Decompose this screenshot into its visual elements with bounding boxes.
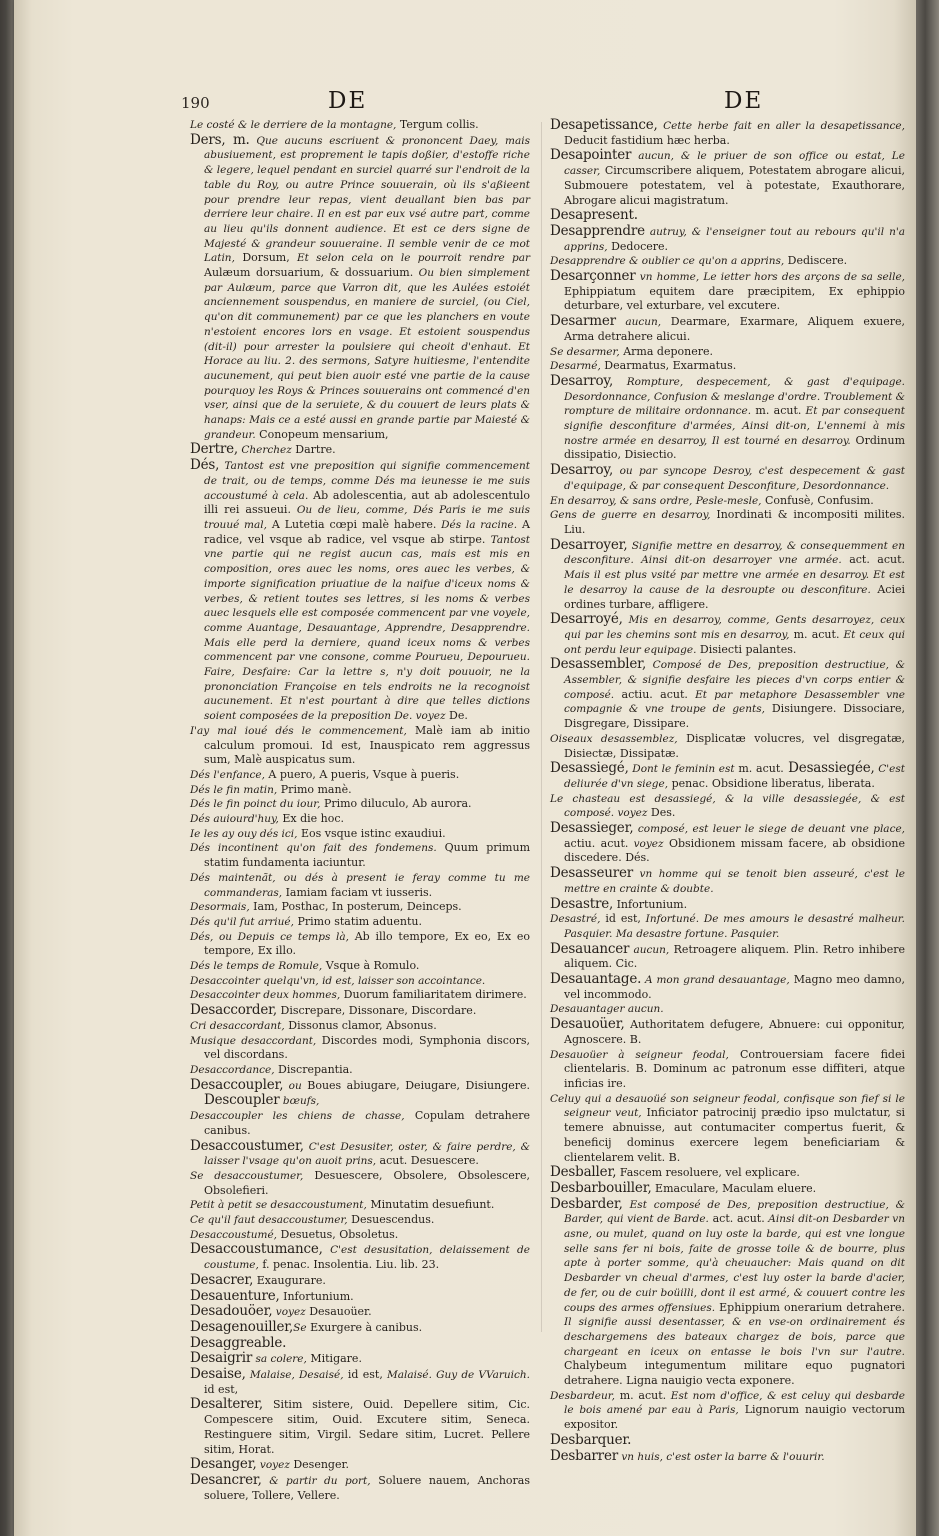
entry-french-text: Dés le fin poinct du iour,	[190, 798, 321, 811]
dictionary-entry	[550, 508, 905, 537]
entry-headword: Desaigrir	[190, 1350, 253, 1367]
entry-french-text: Malaisé. Guy de VVaruich.	[382, 1369, 530, 1382]
dictionary-entry	[190, 974, 530, 989]
entry-latin-text: Dearmatus, Exarmatus.	[600, 359, 737, 373]
entry-latin-text: Authoritatem defugere, Abnuere: cui opponitur, Agnoscere. B.	[564, 1018, 905, 1046]
entry-french-text: Desapprendre & oublier ce qu'on a apprins,	[550, 255, 785, 268]
entry-latin-text: Ephippium onerarium detrahere.	[715, 1300, 905, 1314]
entry-french-text: composé, est leuer le siege de deuant vne place,	[633, 823, 905, 836]
entry-latin-text: Inficiator patrocinij prædio ipso mulctatur, si temere abnuisse, aut contumaciter compertus fuerit, & beneficij dominus exercere legem beneficiariam & clientelarem velit. B.	[564, 1106, 905, 1164]
entry-latin-text: Conopeum mensarium,	[255, 427, 389, 441]
entry-headword: Desasseurer	[550, 865, 634, 882]
entry-french-text: I'ay mal ioué dés le commencement,	[190, 724, 407, 737]
entry-headword: Desbarrer	[550, 1447, 618, 1464]
dictionary-entry	[550, 792, 905, 821]
entry-latin-text: Dés.	[621, 851, 650, 865]
entry-french-text: Desastré,	[550, 913, 601, 926]
dictionary-entry	[190, 1336, 530, 1352]
entry-headword: Desbarder,	[550, 1195, 623, 1212]
dictionary-entry	[550, 345, 905, 360]
dictionary-entry	[190, 812, 530, 827]
entry-latin-text: Discrepantia.	[274, 1063, 353, 1076]
entry-french-text: Dés le fin matin,	[190, 783, 278, 796]
entry-headword: Desassiegée,	[783, 760, 875, 777]
entry-latin-text: Desenger.	[289, 1458, 350, 1472]
entry-french-text: Se desaccoustumer,	[190, 1169, 304, 1182]
dictionary-entry	[550, 538, 905, 613]
dictionary-entry	[190, 783, 530, 798]
entry-french-text: bœufs,	[279, 1095, 320, 1108]
entry-french-text: Signifie mettre en desarroy, & consequemment en desconfiture. Ainsi dit-on desarroyer vne armée.	[564, 539, 905, 567]
entry-french-text: Que aucuns escriuent & prononcent Daey, mais abusiuement, est proprement le tapis doßier, d'estoffe riche & legere, lequel pendant en surciel quarré sur l'endroit de la table du Roy, ou autre Prince souuerain, où ils s'aßieent pour prendre leur repas, vient deuallant bien bas par derriere leur chaire. Il en est par eux vsé autre part, comme au lieu qu'ils donnent audience. Et est ce ders signe de Majesté & grandeur souueraine. Il semble venir de ce mot Latin,	[204, 134, 530, 265]
entry-headword: Descoupler	[204, 1092, 280, 1109]
entry-latin-text: Malè iam ab initio calculum promoui. Id est, Inauspicato rem aggressus sum, Malè auspicatus sum.	[204, 723, 530, 767]
entry-headword: Desaise,	[190, 1366, 246, 1383]
entry-latin-text: Sitim sistere, Ouid. Depellere sitim, Cic. Compescere sitim, Ouid. Excutere sitim, Seneca. Restinguere sitim, Virgil. Sedare sitim, Lucret. Pellere sitim, Horat.	[204, 1398, 530, 1456]
entry-headword: Desaccoustumance,	[190, 1241, 323, 1258]
entry-headword: Desagenouiller,	[190, 1318, 294, 1335]
dictionary-entry	[190, 1019, 530, 1034]
dictionary-entry	[550, 254, 905, 269]
entry-latin-text: Disiecti palantes.	[696, 642, 797, 656]
entry-headword: Desapetissance,	[550, 117, 658, 133]
entry-latin-text: A Lutetia cœpi malè habere.	[266, 517, 437, 531]
dictionary-entry	[550, 1002, 905, 1017]
entry-french-text: Est nom d'office, & est celuy qui desbarde le bois amené par eau à Paris,	[564, 1389, 906, 1417]
entry-french-text: Ou bien simplement par Aulæum, parce que Varron dit, que les Aulées estoiét anciennement souspendus, en maniere de surciel, (ou Ciel, qu'on dit communement) par ce que les planchers en voute n'estoient encores lors en vsage. Et estoient souspendus (dit-il) pour arrester la poulsiere qui cheoit d'enhaut. Et Horace au liu. 2. des sermons, Satyre huitiesme, l'entendite aucunement, qui peut bien auoir esté vne partie de la cause pourquoy les Roys & Princes souuerains ont commencé d'en vser, ainsi que de la seruiete, & du couuert de leurs plats & hanaps: Mais ce a esté aussi en grande partie par Maiesté & grandeur.	[204, 267, 530, 441]
entry-french-text: Desarmé,	[550, 360, 601, 373]
entry-french-text: Le chasteau est desassiegé, & la ville desassiegée, & est composé. voyez	[550, 792, 905, 820]
entry-latin-text: Ordinum dissipatio, Disiectio.	[564, 433, 905, 462]
entry-french-text: Desaccoustumé,	[190, 1228, 278, 1241]
entry-latin-text: Copulam detrahere canibus.	[204, 1109, 530, 1137]
dictionary-entry	[190, 1063, 530, 1078]
left-column	[190, 118, 530, 1503]
entry-latin-text: m. acut.	[614, 1388, 667, 1402]
entry-headword: Desanger,	[190, 1456, 257, 1473]
dictionary-entry	[550, 1433, 905, 1449]
entry-latin-text: Circumscribere aliquem, Potestatem abrogare alicui, Submouere potestatem, vel à potestate, Exauthorare, Abrogare alicui magistratum.	[564, 164, 905, 207]
dictionary-entry	[550, 732, 905, 761]
entry-latin-text: Disiungere.	[764, 702, 837, 716]
entry-latin-text: id est,	[600, 912, 641, 926]
dictionary-entry	[190, 1304, 530, 1320]
entry-latin-text: A puero, A pueris, Vsque à pueris.	[264, 767, 460, 781]
dictionary-entry	[550, 118, 905, 148]
entry-headword: Desaccorder,	[190, 1002, 277, 1019]
entry-french-text: voyez	[272, 1306, 306, 1319]
entry-latin-text: act. acut.	[841, 553, 905, 567]
entry-french-text: Desauantager aucun.	[550, 1003, 664, 1016]
entry-french-text: Est composé de Des, preposition destructiue, & Barder, qui vient de Barde.	[564, 1198, 905, 1226]
entry-latin-text: Primo diluculo, Ab aurora.	[320, 797, 472, 811]
dictionary-entry	[190, 1242, 530, 1272]
entry-headword: Desacrer,	[190, 1271, 254, 1288]
entry-latin-text: Dissociare, Disgregare, Dissipare.	[564, 702, 906, 731]
entry-french-text: Dont le feminin est	[628, 763, 735, 776]
dictionary-entry	[190, 915, 530, 930]
entry-french-text: Dés incontinent qu'on fait des fondemens.	[190, 842, 437, 855]
dictionary-entry	[550, 1197, 905, 1389]
dictionary-entry	[550, 1048, 905, 1092]
entry-french-text: Dés maintenãt, ou dés à present ie feray comme tu me commanderas,	[190, 871, 530, 899]
entry-latin-text: m. acut.	[751, 404, 802, 418]
entry-headword: Desballer,	[550, 1164, 617, 1181]
dictionary-entry	[550, 1449, 905, 1465]
dictionary-entry	[550, 612, 905, 657]
entry-latin-text: Ab adolescentia, aut ab adolescentulo illi rei assueui.	[204, 488, 530, 517]
entry-french-text: Se	[293, 1321, 307, 1334]
entry-headword: Desalterer,	[190, 1396, 264, 1413]
entry-latin-text: Infortunium.	[613, 897, 688, 911]
entry-french-text: Desaccordance,	[190, 1064, 275, 1076]
entry-latin-text: Ephippiatum equitem dare præcipitem, Ex ephippio deturbare, vel exturbare, vel excutere.	[564, 284, 905, 313]
dictionary-entry	[190, 1457, 530, 1473]
entry-french-text: Ce qu'il faut desaccoustumer,	[190, 1214, 348, 1227]
entry-french-text: ou par syncope Desroy, c'est despecement & gast d'equipage, & par consequent Desconfiture, Desordonnance.	[564, 465, 905, 492]
entry-latin-text: Discordes modi, Symphonia discors, vel discordans.	[204, 1033, 530, 1062]
dictionary-entry	[190, 458, 530, 724]
entry-latin-text: Chalybeum integumentum militare equo pugnatori detrahere.	[564, 1359, 905, 1388]
entry-latin-text: A radice, vel vsque ab radice, vel vsque ab stirpe.	[204, 517, 530, 546]
entry-french-text: vn huis, c'est oster la barre & l'ouurir.	[617, 1450, 825, 1463]
entry-french-text: aucun,	[615, 316, 662, 329]
dictionary-entry	[190, 1034, 530, 1063]
entry-latin-text: Iamiam faciam vt iusseris.	[282, 885, 433, 899]
entry-latin-text: m. acut.	[734, 762, 784, 776]
entry-latin-text: Displicatæ volucres, vel disgregatæ, Disiectæ, Dissipatæ.	[564, 731, 905, 760]
entry-latin-text: Lignorum nauigio vectorum expositor.	[564, 1403, 906, 1432]
dictionary-entry	[190, 1273, 530, 1289]
entry-latin-text: Soluere nauem, Anchoras soluere, Tollere, Vellere.	[204, 1473, 530, 1502]
dictionary-entry	[190, 1198, 530, 1213]
dictionary-entry	[550, 1092, 905, 1166]
entry-latin-text: Desauoüer.	[305, 1305, 372, 1319]
entry-latin-text: Retroagere aliquem. Plin. Retro inhibere aliquem. Cic.	[564, 942, 906, 971]
dictionary-entry	[190, 1078, 530, 1109]
dictionary-entry	[190, 1367, 530, 1397]
dictionary-entry	[550, 1017, 905, 1047]
entry-latin-text: f. penac.	[258, 1258, 310, 1272]
page-header	[14, 88, 916, 118]
entry-latin-text: Aciei ordines turbare, affligere.	[564, 582, 905, 611]
entry-latin-text: Dissonus clamor, Absonus.	[284, 1018, 437, 1032]
entry-latin-text: Dartre.	[291, 443, 336, 457]
entry-french-text: Celuy qui a desauoüé son seigneur feodal, confisque son fief si le seigneur veut,	[550, 1092, 905, 1120]
entry-french-text: sa colere,	[252, 1353, 307, 1366]
entry-french-text: Ie les ay ouy dés ici,	[190, 827, 298, 840]
dictionary-entry	[550, 314, 905, 344]
entry-latin-text: Emaculare, Maculam eluere.	[651, 1181, 817, 1195]
dictionary-entry	[190, 1109, 530, 1138]
dictionary-entry	[190, 797, 530, 812]
running-head-left: DE	[328, 88, 368, 114]
entry-french-text: Tantost vne partie qui ne regist aucun cas, mais est mis en composition, ores auec les noms, ores auec les verbes, & importe signification priuatiue de la naifue d'iceux noms & verbes, & retient toutes ses lettres, si les noms & verbes auec lesquels elle est composée commencent par vne voyele, comme Auantage, Desauantage, Apprendre, Desapprendre. Mais elle perd la derniere, quand iceux noms & verbes commencent par vne consone, comme Pourueu, Depourueu. Faire, Desfaire: Car la lettre s, n'y doit pouuoir, ne la prononciation Françoise en tels endroits ne la recognoist aucunement. Et n'est pourtant à dire que telles dictions soient composées de la preposition De. voyez	[204, 533, 531, 723]
entry-french-text: Le costé & le derriere de la montagne,	[190, 119, 397, 131]
entry-latin-text: Desuetus, Obsoletus.	[277, 1227, 399, 1241]
entry-latin-text: id est,	[343, 1368, 383, 1382]
entry-latin-text: Vsque à Romulo.	[322, 959, 420, 973]
dictionary-entry	[550, 208, 905, 224]
entry-french-text: Dés le temps de Romule,	[190, 960, 323, 973]
entry-french-text: & partir du port,	[261, 1474, 371, 1487]
entry-latin-text: Obsidionem missam facere, ab obsidione discedere.	[564, 836, 905, 865]
entry-french-text: Musique desaccordant,	[190, 1034, 317, 1047]
entry-french-text: Mais il est plus vsité par mettre vne armée en desarroy. Et est le desarroy la cause de la desroupte ou desconfiture.	[564, 569, 905, 596]
entry-french-text: vn homme, Le ietter hors des arçons de sa selle,	[635, 271, 905, 284]
entry-headword: Desancrer,	[190, 1471, 262, 1488]
dictionary-entry	[190, 768, 530, 783]
entry-latin-text: Eos vsque istinc exaudiui.	[297, 826, 446, 840]
entry-latin-text: Duorum familiaritatem dirimere.	[340, 988, 527, 1002]
entry-latin-text: Discrepare, Dissonare, Discordare.	[277, 1004, 477, 1018]
entry-latin-text: Quum primum statim fundamenta iaciuntur.	[204, 841, 530, 870]
entry-french-text: C'est desusitation, delaissement de coustume,	[204, 1244, 530, 1272]
dictionary-entry	[550, 821, 905, 866]
entry-french-text: Petit à petit se desaccoustument,	[190, 1199, 367, 1212]
entry-french-text: Il signifie aussi desentasser, & en vse-on ordinairement és deschargemens des bateaux chargez de bois, parce que chargeant en iceux on entasse le bois l'vn sur l'autre.	[564, 1316, 905, 1358]
entry-headword: Desassembler,	[550, 656, 647, 673]
entry-headword: Desarmer	[550, 313, 616, 330]
entry-latin-text: Aulæum dorsuarium, & dossuarium.	[204, 266, 414, 280]
dictionary-entry	[190, 1003, 530, 1019]
entry-french-text: ou	[283, 1079, 302, 1092]
entry-latin-text: Desuescere, Obsolere, Obsolescere, Obsolefieri.	[204, 1168, 530, 1197]
dictionary-entry	[550, 657, 905, 732]
entry-headword: Desaccoustumer,	[190, 1137, 304, 1154]
entry-latin-text: Arma deponere.	[619, 344, 713, 358]
entry-french-text: Gens de guerre en desarroy,	[550, 509, 711, 522]
dictionary-entry	[190, 133, 530, 443]
dictionary-entry	[550, 972, 905, 1002]
right-column	[550, 118, 905, 1464]
entry-latin-text: actiu. acut.	[564, 836, 629, 850]
entry-latin-text: Confusè, Confusim.	[761, 493, 874, 507]
entry-french-text: vn homme qui se tenoit bien asseuré, c'est le mettre en crainte & doubte.	[564, 868, 905, 895]
dictionary-entry	[190, 988, 530, 1003]
entry-french-text: A mon grand desauantage,	[641, 974, 790, 987]
entry-latin-text: Exurgere à canibus.	[306, 1320, 423, 1334]
dictionary-entry	[190, 1169, 530, 1198]
entry-latin-text: Infortunium.	[279, 1289, 354, 1303]
entry-french-text: Dés la racine.	[436, 518, 518, 531]
entry-headword: Desapprendre	[550, 222, 645, 239]
page-number: 190	[181, 94, 210, 112]
dictionary-entry	[550, 1389, 905, 1433]
entry-headword: Desassieger,	[550, 820, 634, 837]
entry-french-text: Desbardeur,	[550, 1389, 615, 1402]
entry-french-text: Desaccointer quelqu'vn, id est, laisser son accointance.	[190, 974, 486, 987]
entry-french-text: En desarroy, & sans ordre, Pesle-mesle,	[550, 494, 762, 507]
entry-french-text: voyez	[628, 837, 664, 850]
entry-latin-text: Insolentia. Liu. lib. 23.	[309, 1258, 440, 1272]
dictionary-entry	[550, 359, 905, 374]
entry-headword: Desauenture,	[190, 1287, 280, 1304]
entry-french-text: Et ceux qui ont perdu leur equipage.	[564, 628, 905, 656]
entry-latin-text: m. acut.	[789, 627, 840, 641]
entry-french-text: voyez	[256, 1459, 290, 1472]
entry-french-text: Cri desaccordant,	[190, 1019, 285, 1032]
entry-latin-text: Ligna nauigio vecta exponere.	[622, 1374, 795, 1388]
entry-headword: Desassiegé,	[550, 760, 629, 777]
dictionary-entry	[190, 930, 530, 959]
entry-french-text: Dés auiourd'huy,	[190, 813, 279, 826]
dictionary-entry	[550, 1181, 905, 1197]
dictionary-entry	[550, 463, 905, 493]
dictionary-entry	[190, 1289, 530, 1305]
entry-french-text: Desauoüer à seigneur feodal,	[550, 1048, 729, 1061]
dictionary-entry	[190, 724, 530, 768]
dictionary-entry	[190, 871, 530, 900]
entry-headword: Desbarbouiller,	[550, 1179, 652, 1196]
entry-latin-text: Magno meo damno, vel incommodo.	[564, 973, 905, 1001]
entry-french-text: Et par metaphore Desassembler vne compagnie & vne troupe de gents,	[564, 688, 905, 716]
entry-french-text: Ou de lieu, comme, Dés Paris ie me suis trouué mal,	[204, 504, 530, 531]
entry-french-text: C'est Desusiter, oster, & faire perdre, & laisser l'vsage qu'on auoit prins,	[204, 1140, 530, 1168]
entry-latin-text: Primo manè.	[277, 782, 352, 796]
entry-headword: Desastre,	[550, 895, 614, 912]
entry-latin-text: Desuescendus.	[347, 1213, 435, 1227]
running-head-right: DE	[724, 88, 764, 114]
dictionary-entry	[550, 494, 905, 509]
entry-french-text: Ainsi dit-on Desbarder vn asne, ou mulet, quand on luy oste la barde, qui est vne longue selle sans fer ni bois, faite de grosse toile & de bourre, plus apte à porter somme, qu'à cheuaucher: Mais quand on dit Desbarder vn cheual d'armes, c'est luy oster la barde d'acier, de fer, ou de cuir boüilli, dont il est armé, & couuert contre les coups des armes offensiues.	[564, 1213, 905, 1314]
book-edge	[916, 0, 939, 1536]
entry-latin-text: Exaugurare.	[253, 1273, 326, 1287]
entry-headword: Desarroy,	[550, 372, 614, 389]
dictionary-entry	[190, 1320, 530, 1336]
entry-french-text: Oiseaux desassemblez,	[550, 732, 678, 745]
entry-headword: Desauantage.	[550, 971, 642, 988]
entry-french-text: Dés, ou Depuis ce temps là,	[190, 930, 349, 943]
entry-latin-text: actiu. acut.	[614, 687, 688, 701]
dictionary-entry	[190, 841, 530, 870]
entry-headword: Desapointer	[550, 147, 632, 164]
dictionary-entry	[190, 959, 530, 974]
dictionary-entry	[190, 827, 530, 842]
dictionary-entry	[550, 269, 905, 314]
dictionary-entry	[550, 912, 905, 941]
dictionary-entry	[190, 118, 530, 133]
entry-latin-text: Ab illo tempore, Ex eo, Ex eo tempore, Ex illo.	[204, 929, 531, 958]
entry-latin-text: Dorsum,	[234, 251, 290, 265]
dictionary-entry	[190, 1351, 530, 1367]
entry-french-text: aucun,	[629, 943, 670, 956]
dictionary-entry	[190, 1139, 530, 1169]
entry-french-text: C'est deliurée d'vn siege,	[564, 763, 905, 790]
dictionary-entry	[550, 897, 905, 913]
column-gutter	[541, 122, 542, 1332]
entry-french-text: Cette herbe fait en aller la desapetissance,	[657, 120, 905, 132]
entry-latin-text: De.	[445, 709, 468, 723]
entry-french-text: Et selon cela on le pourroit rendre par	[289, 252, 530, 265]
entry-latin-text: Primo statim aduentu.	[293, 914, 422, 928]
entry-latin-text: Inordinati & incompositi milites. Liu.	[564, 508, 905, 536]
dictionary-entry	[190, 900, 530, 915]
entry-latin-text: Boues abiugare, Deiugare, Disiungere.	[301, 1078, 531, 1092]
entry-french-text: Dés qu'il fut arriué,	[190, 915, 294, 928]
entry-latin-text: penac.	[668, 776, 709, 790]
entry-french-text: Cherchez	[238, 444, 292, 457]
entry-french-text: Composé de Des, preposition destructiue, & Assembler, & signifie desfaire les pieces d'vn corps entier & composé.	[564, 659, 905, 701]
dictionary-entry	[550, 148, 905, 208]
dictionary-entry	[550, 866, 905, 896]
entry-latin-text: Deducit fastidium hæc herba.	[564, 133, 730, 147]
entry-french-text: Desormais,	[190, 901, 250, 914]
entry-french-text: aucun, & le priuer de son office ou estat, Le casser,	[564, 150, 905, 178]
entry-latin-text: Controuersiam facere fidei clientelaris. B. Dominum ac patronum esse diffiteri, atque inficias ire.	[564, 1047, 905, 1090]
entry-headword: Desarroyé,	[550, 611, 623, 628]
entry-french-text: Desaccoupler les chiens de chasse,	[190, 1110, 405, 1123]
entry-latin-text: Iam, Posthac, In posterum, Deinceps.	[249, 900, 462, 914]
entry-french-text: autruy, & l'enseigner tout au rebours qu'il n'a apprins,	[564, 225, 905, 253]
entry-latin-text: Dearmare, Exarmare, Aliquem exuere, Arma detrahere alicui.	[564, 315, 905, 343]
entry-latin-text: act. acut.	[708, 1212, 765, 1226]
dictionary-entry	[550, 942, 905, 972]
entry-headword: Desaccoupler,	[190, 1076, 284, 1093]
entry-latin-text: Fascem resoluere, vel explicare.	[616, 1166, 800, 1180]
entry-latin-text: Mitigare.	[306, 1352, 362, 1366]
dictionary-entry	[550, 374, 905, 463]
entry-latin-text: Dediscere.	[784, 254, 848, 268]
entry-headword: Ders, m.	[190, 131, 250, 148]
entry-headword: Desarroy,	[550, 462, 614, 479]
dictionary-entry	[550, 1165, 905, 1181]
entry-french-text: Desaccointer deux hommes,	[190, 989, 341, 1002]
entry-headword: Desarroyer,	[550, 536, 628, 553]
entry-latin-text: acut.	[376, 1154, 408, 1168]
dictionary-entry	[190, 1228, 530, 1243]
entry-headword: Desapresent.	[550, 207, 638, 224]
entry-headword: Dés,	[190, 457, 220, 474]
entry-french-text: Se desarmer,	[550, 345, 620, 358]
entry-latin-text: Ex die hoc.	[278, 812, 345, 826]
entry-headword: Desarçonner	[550, 268, 636, 285]
entry-french-text: Dés l'enfance,	[190, 768, 265, 781]
dictionary-entry	[190, 1473, 530, 1503]
entry-latin-text: Desuescere.	[407, 1154, 479, 1168]
entry-headword: Desadouöer,	[190, 1303, 273, 1320]
dictionary-entry	[190, 442, 530, 458]
entry-french-text: Et par consequent signifie desconfiture d'armées, Ainsi dit-on, L'ennemi à mis nostre armée en desarroy, Il est tourné en desarroy.	[564, 405, 905, 447]
entry-headword: Desauoüer,	[550, 1016, 625, 1033]
entry-french-text: Malaise, Desaisé,	[245, 1369, 344, 1382]
book-page	[14, 0, 916, 1536]
entry-french-text: Infortuné. De mes amours le desastré malheur. Pasquier. Ma desastre fortune. Pasquier.	[564, 913, 905, 940]
entry-headword: Desbarquer.	[550, 1431, 632, 1448]
entry-latin-text: Dedocere.	[607, 239, 669, 253]
entry-latin-text: id est,	[204, 1382, 239, 1396]
dictionary-entry	[190, 1397, 530, 1457]
entry-headword: Desauancer	[550, 940, 630, 957]
entry-latin-text: Obsidione liberatus, liberata.	[708, 776, 875, 790]
entry-latin-text: Tergum collis.	[396, 118, 479, 131]
entry-french-text: Rompture, despecement, & gast d'equipage. Desordonnance, Confusion & meslange d'ordre. Troublement & rompture de militaire ordonnance.	[564, 375, 905, 418]
dictionary-entry	[550, 224, 905, 254]
entry-latin-text: Minutatim desuefiunt.	[366, 1198, 495, 1212]
entry-french-text: Mis en desarroy, comme, Gents desarroyez, ceux qui par les chemins sont mis en desarroy,	[564, 614, 905, 641]
entry-latin-text: Des.	[647, 806, 676, 820]
dictionary-entry	[190, 1213, 530, 1228]
entry-headword: Dertre,	[190, 441, 239, 458]
entry-french-text: Tantost est vne preposition qui signifie commencement de trait, ou de temps, comme Dés ma ieunesse ie me suis accoustumé à cela.	[204, 460, 530, 502]
dictionary-entry	[550, 761, 905, 791]
entry-headword: Desaggreable.	[190, 1334, 287, 1351]
